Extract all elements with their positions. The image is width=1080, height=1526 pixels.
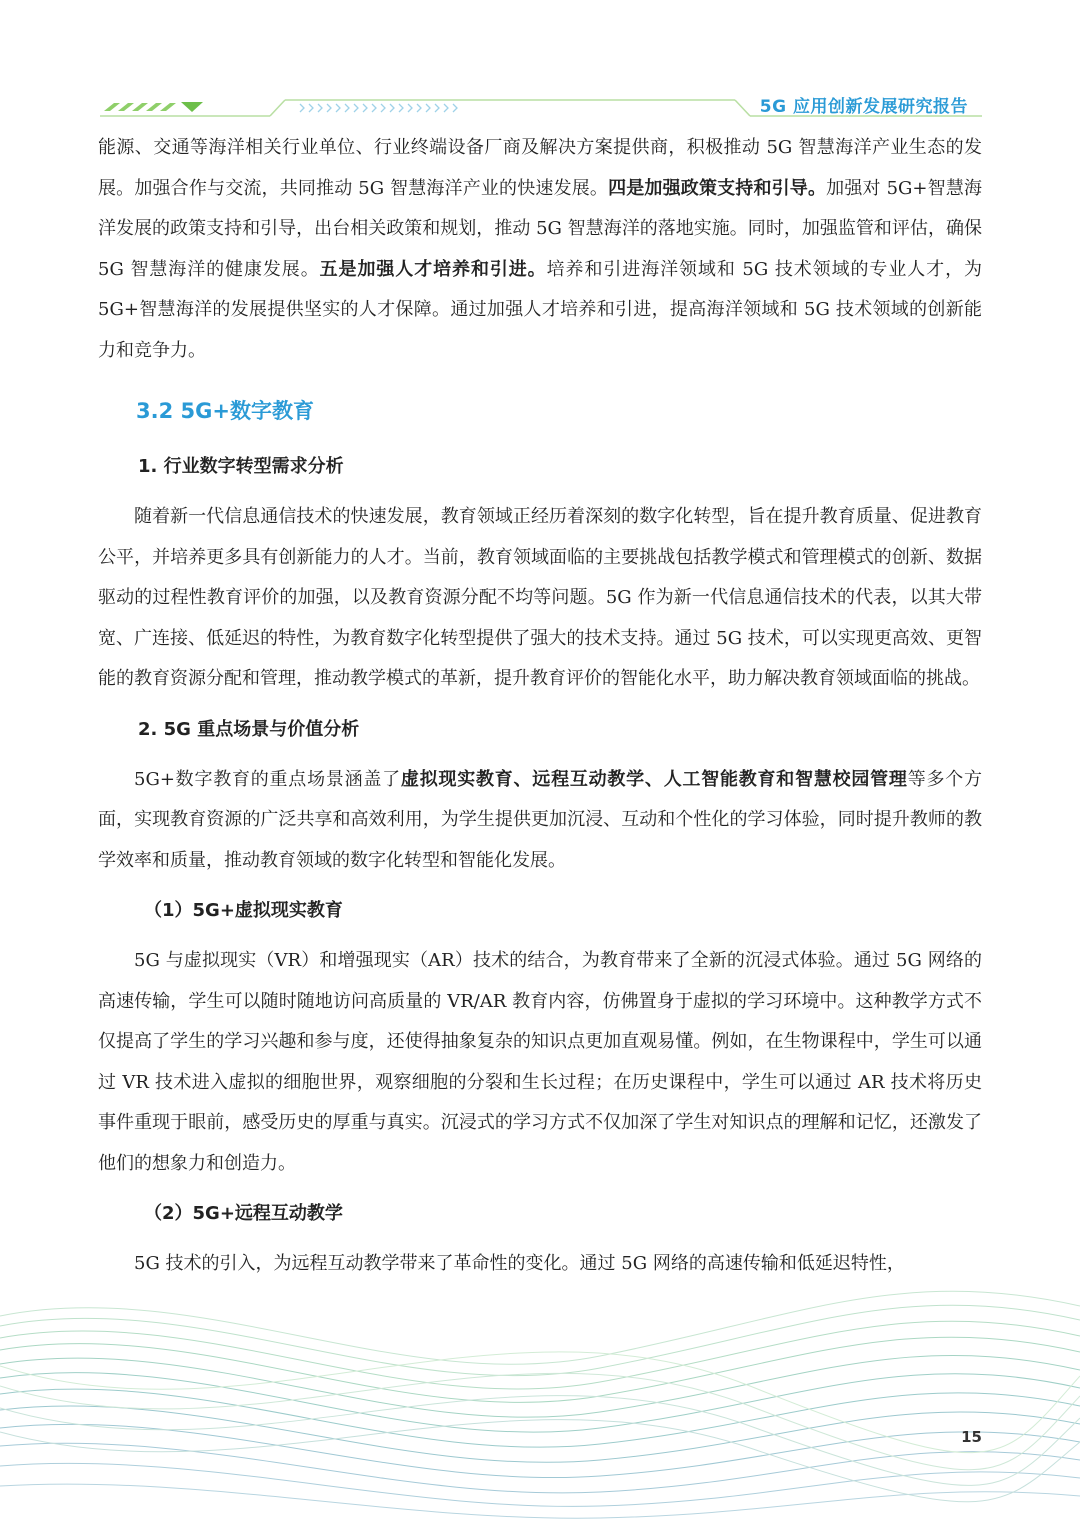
- report-title: 5G 应用创新发展研究报告: [759, 97, 968, 117]
- subsection-body-3: 5G 与虚拟现实（VR）和增强现实（AR）技术的结合，为教育带来了全新的沉浸式体验。通过 5G 网络的高速传输，学生可以随时随地访问高质量的 VR/AR 教育内容，仿佛置身于虚拟的学习环境中。这种教学方式不仅提高了学生的学习兴趣和参与度，还使得抽象复杂的知识点更加直观易懂。例如，在生物课程中，学生可以通过 VR 技术进入虚拟的细胞世界，观察细胞的分裂和生长过程；在历史课程中，学生可以通过 AR 技术将历史事件重现于眼前，感受历史的厚重与真实。沉浸式的学习方式不仅加深了学生对知识点的理解和记忆，还激发了他们的想象力和创造力。: [98, 950, 982, 1174]
- subsection-heading-4: （2）5G+远程互动教学: [144, 1203, 343, 1224]
- page-number: 15: [961, 1428, 982, 1446]
- subsection-heading-3: （1）5G+虚拟现实教育: [144, 900, 343, 921]
- intro-paragraph: [98, 128, 982, 371]
- header-chevrons-icon: [300, 104, 457, 112]
- footer-wave-decoration: [0, 1246, 1080, 1526]
- wave-lines-icon: [0, 1291, 1080, 1518]
- page-content: [98, 128, 982, 1285]
- page-header: [0, 0, 1080, 130]
- intro-bold-point-five: 五是加强人才培养和引进。: [319, 258, 547, 280]
- sub2-bold-scenes: 虚拟现实教育、远程互动教学、人工智能教育和智慧校园管理: [400, 768, 908, 790]
- intro-text-c: 加强对 5G+智慧海洋发展的政策支持和引导，出台相关政策和规划，推动 5G 智慧海洋的落地实施。同时，加强监管和评估，确保 5G 智慧海洋的健康发展。: [98, 177, 982, 280]
- subsection-body-4: 5G 技术的引入，为远程互动教学带来了革命性的变化。通过 5G 网络的高速传输和低延迟特性，: [134, 1253, 905, 1274]
- subsection-body-2: [98, 760, 982, 882]
- header-slashes-icon: [104, 103, 176, 111]
- header-triangle-icon: [181, 102, 203, 112]
- intro-text-a: 能源、交通等海洋相关行业单位、行业终端设备厂商及解决方案提供商，积极推动 5G 智慧海洋产业生态的发展。加强合作与交流，共同推动 5G 智慧海洋产业的快速发展。: [98, 137, 982, 199]
- intro-bold-point-four: 四是加强政策支持和引导。: [608, 177, 827, 199]
- subsection-heading-1: 1. 行业数字转型需求分析: [138, 456, 344, 477]
- subsection-body-1: 随着新一代信息通信技术的快速发展，教育领域正经历着深刻的数字化转型，旨在提升教育质量、促进教育公平，并培养更多具有创新能力的人才。当前，教育领域面临的主要挑战包括教学模式和管理模式的创新、数据驱动的过程性教育评价的加强，以及教育资源分配不均等问题。5G 作为新一代信息通信技术的代表，以其大带宽、广连接、低延迟的特性，为教育数字化转型提供了强大的技术支持。通过 5G 技术，可以实现更高效、更智能的教育资源分配和管理，推动教学模式的革新，提升教育评价的智能化水平，助力解决教育领域面临的挑战。: [98, 506, 982, 689]
- sub2-text-c: 等多个方面，实现教育资源的广泛共享和高效利用，为学生提供更加沉浸、互动和个性化的学习体验，同时提升教师的教学效率和质量，推动教育领域的数字化转型和智能化发展。: [98, 768, 983, 871]
- section-heading: 3.2 5G+数字教育: [136, 399, 314, 423]
- subsection-heading-2: 2. 5G 重点场景与价值分析: [138, 718, 360, 740]
- sub2-text-a: 5G+数字教育的重点场景涵盖了: [134, 768, 401, 790]
- intro-text-e: 培养和引进海洋领域和 5G 技术领域的专业人才，为 5G+智慧海洋的发展提供坚实的人才保障。通过加强人才培养和引进，提高海洋领域和 5G 技术领域的创新能力和竞争力。: [98, 258, 983, 361]
